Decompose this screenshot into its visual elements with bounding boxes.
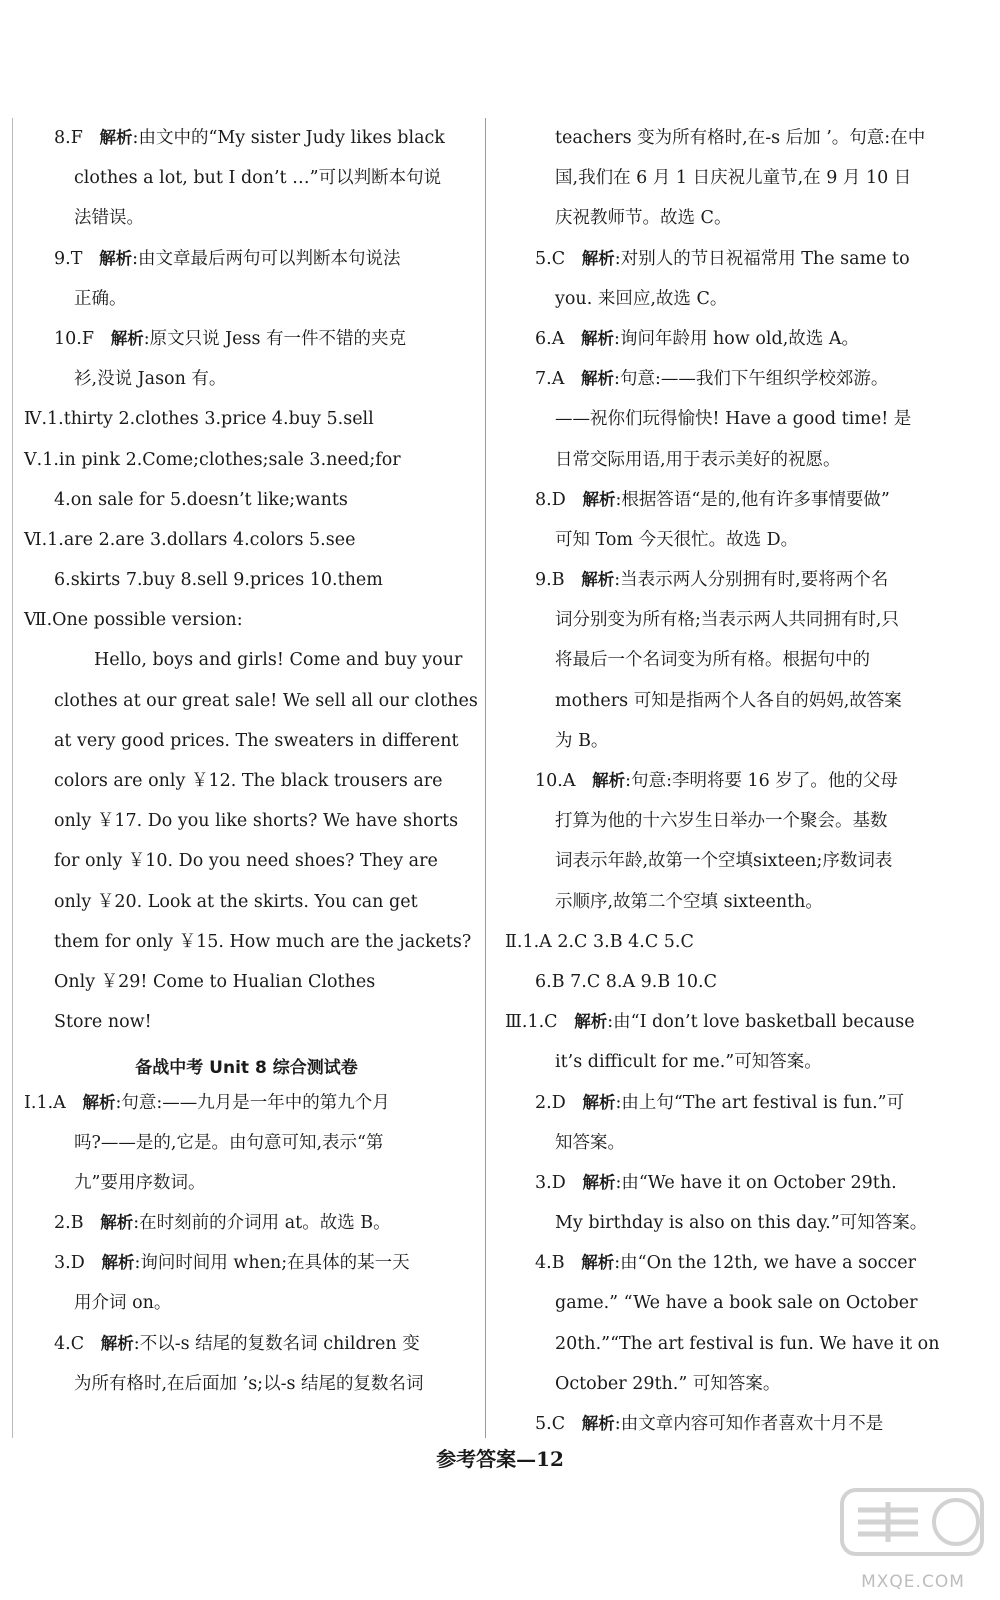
binding-edge-line — [12, 118, 13, 1438]
item-number: 2.B — [54, 1213, 84, 1234]
text-line: 国,我们在 6 月 1 日庆祝儿童节,在 9 月 10 日 — [555, 168, 912, 189]
analysis-text: :询问时间用 when;在具体的某一天 — [134, 1253, 410, 1274]
text-line: 4.on sale for 5.doesn’t like;wants — [54, 489, 348, 510]
item-number: 3.D — [54, 1253, 85, 1274]
item-number: 10.F — [54, 328, 94, 349]
text-line: only ￥20. Look at the skirts. You can get — [54, 891, 418, 912]
text-line: 6.B 7.C 8.A 9.B 10.C — [535, 971, 718, 992]
answer-item — [24, 1083, 469, 1123]
text-line: 为 B。 — [555, 730, 609, 751]
analysis-text: :句意:——九月是一年中的第九个月 — [115, 1092, 390, 1113]
item-number: 9.B — [535, 570, 565, 591]
text-line: Ⅶ.One possible version: — [24, 610, 243, 631]
answer-item — [505, 480, 925, 520]
text-line: 将最后一个名词变为所有格。根据句中的 — [555, 650, 870, 671]
analysis-label: 解析 — [100, 1333, 134, 1353]
text-line: only ￥17. Do you like shorts? We have shorts — [54, 811, 459, 832]
analysis-label: 解析 — [582, 1092, 616, 1112]
text-line: 庆祝教师节。故选 C。 — [555, 208, 732, 229]
item-number: 7.A — [535, 369, 565, 390]
answer-item — [505, 239, 925, 279]
item-number: 8.F — [54, 128, 83, 148]
item-number: 10.A — [535, 771, 576, 791]
analysis-label: 解析 — [101, 1253, 135, 1273]
text-line: 打算为他的十六岁生日举办一个聚会。基数 — [555, 811, 888, 832]
text-line: for only ￥10. Do you need shoes? They are — [54, 851, 438, 872]
answer-item — [24, 118, 469, 158]
text-line: 日常交际用语,用于表示美好的祝愿。 — [555, 449, 841, 470]
analysis-label: 解析 — [82, 1092, 116, 1112]
analysis-text: :对别人的节日祝福常用 The same to — [614, 248, 910, 269]
text-line: 用介词 on。 — [74, 1293, 172, 1314]
analysis-text: :由文章最后两句可以判断本句说法 — [132, 248, 401, 269]
text-line: at very good prices. The sweaters in different — [54, 730, 459, 751]
analysis-text: :原文只说 Jess 有一件不错的夹克 — [143, 328, 407, 349]
text-line: Ⅴ.1.in pink 2.Come;clothes;sale 3.need;for — [24, 449, 401, 470]
text-line: clothes at our great sale! We sell all our clothes — [54, 690, 478, 711]
answer-item — [505, 560, 925, 600]
item-number: 4.C — [54, 1333, 85, 1354]
item-number: Ⅲ.1.C — [505, 1012, 558, 1033]
analysis-text: :当表示两人分别拥有时,要将两个名 — [614, 570, 889, 591]
text-line: My birthday is also on this day.”可知答案。 — [555, 1213, 928, 1234]
text-line: it’s difficult for me.”可知答案。 — [555, 1052, 822, 1073]
analysis-text: :由“I don’t love basketball because — [607, 1012, 915, 1033]
text-line: 正确。 — [74, 288, 127, 309]
text-line: Only ￥29! Come to Hualian Clothes — [54, 971, 376, 992]
answer-item — [505, 359, 925, 399]
watermark-logo — [838, 1482, 988, 1592]
answer-item — [24, 319, 469, 359]
answer-item — [24, 239, 469, 279]
analysis-text: :由上句“The art festival is fun.”可 — [615, 1092, 905, 1113]
analysis-label: 解析 — [99, 128, 133, 147]
answer-item — [505, 319, 925, 359]
analysis-text: :句意:李明将要 16 岁了。他的父母 — [625, 771, 898, 791]
text-line: teachers 变为所有格时,在-s 后加 ’。句意:在中 — [555, 128, 926, 148]
text-line: you. 来回应,故选 C。 — [555, 288, 728, 309]
answer-item — [24, 1203, 469, 1243]
item-number: 5.C — [535, 248, 566, 269]
text-line: 20th.”“The art festival is fun. We have it on — [555, 1333, 940, 1354]
text-line: 吗?——是的,它是。由句意可知,表示“第 — [74, 1132, 384, 1153]
analysis-label: 解析 — [592, 771, 626, 790]
left-column — [24, 118, 478, 1404]
text-line: clothes a lot, but I don’t …”可以判断本句说 — [74, 168, 442, 189]
analysis-label: 解析 — [99, 248, 133, 268]
text-line: 可知 Tom 今天很忙。故选 D。 — [555, 529, 799, 550]
analysis-label: 解析 — [100, 1213, 134, 1233]
analysis-label: 解析 — [582, 1172, 616, 1192]
text-line: mothers 可知是指两个人各自的妈妈,故答案 — [555, 690, 902, 711]
answer-item — [505, 1404, 925, 1444]
text-line: 6.skirts 7.buy 8.sell 9.prices 10.them — [54, 570, 383, 591]
analysis-text: :由“We have it on October 29th. — [615, 1172, 897, 1193]
item-number: 9.T — [54, 248, 83, 269]
analysis-text: :根据答语“是的,他有许多事情要做” — [615, 489, 890, 510]
analysis-text: :由文中的“My sister Judy likes black — [132, 128, 445, 148]
text-line: 知答案。 — [555, 1132, 625, 1153]
text-line: October 29th.” 可知答案。 — [555, 1373, 781, 1394]
watermark-text: MXQE.COM — [861, 1572, 965, 1592]
analysis-text: :在时刻前的介词用 at。故选 B。 — [133, 1213, 391, 1234]
answer-item — [24, 1243, 469, 1283]
analysis-label: 解析 — [581, 369, 615, 389]
text-line: 法错误。 — [74, 208, 144, 229]
analysis-text: :询问年龄用 how old,故选 A。 — [614, 328, 859, 349]
answer-item — [505, 1243, 925, 1283]
text-line: game.” “We have a book sale on October — [555, 1293, 918, 1314]
watermark-logo-graphic — [838, 1482, 988, 1562]
text-line: them for only ￥15. How much are the jackets? — [54, 931, 472, 952]
text-line: 词表示年龄,故第一个空填sixteen;序数词表 — [555, 851, 893, 872]
answer-item — [24, 1324, 469, 1364]
analysis-label: 解析 — [581, 1414, 615, 1433]
answer-item — [505, 761, 925, 801]
answer-item — [505, 1163, 925, 1203]
item-number: 2.D — [535, 1092, 566, 1113]
item-number: 5.C — [535, 1414, 566, 1434]
text-line: 词分别变为所有格;当表示两人共同拥有时,只 — [555, 610, 899, 631]
analysis-text: :句意:——我们下午组织学校郊游。 — [614, 369, 889, 390]
text-line: Ⅱ.1.A 2.C 3.B 4.C 5.C — [505, 931, 694, 952]
text-line: Hello, boys and girls! Come and buy your — [94, 650, 463, 671]
text-line: Ⅵ.1.are 2.are 3.dollars 4.colors 5.see — [24, 529, 356, 550]
right-column — [505, 118, 940, 1444]
column-divider — [485, 118, 486, 1438]
analysis-text: :由“On the 12th, we have a soccer — [614, 1253, 916, 1274]
item-number: 4.B — [535, 1253, 565, 1274]
item-number: 6.A — [535, 328, 565, 349]
analysis-text: :由文章内容可知作者喜欢十月不是 — [614, 1414, 884, 1434]
text-line: 九”要用序数词。 — [74, 1172, 206, 1193]
text-line: 衫,没说 Jason 有。 — [74, 369, 227, 390]
text-line: Ⅳ.1.thirty 2.clothes 3.price 4.buy 5.sell — [24, 409, 374, 430]
analysis-label: 解析 — [110, 328, 144, 348]
analysis-label: 解析 — [581, 1253, 615, 1273]
analysis-text: :不以-s 结尾的复数名词 children 变 — [133, 1333, 420, 1354]
section-title: 备战中考 Unit 8 综合测试卷 — [135, 1058, 358, 1079]
analysis-label: 解析 — [581, 570, 615, 590]
item-number: 3.D — [535, 1172, 566, 1193]
answer-item — [505, 1002, 925, 1042]
analysis-label: 解析 — [574, 1012, 608, 1032]
answer-item — [505, 1083, 925, 1123]
item-number: 8.D — [535, 489, 566, 510]
text-line: 为所有格时,在后面加 ’s;以-s 结尾的复数名词 — [74, 1373, 424, 1394]
text-line: colors are only ￥12. The black trousers are — [54, 771, 443, 791]
text-line: 示顺序,故第二个空填 sixteenth。 — [555, 891, 823, 912]
page-footer: 参考答案—12 — [436, 1447, 564, 1471]
analysis-label: 解析 — [581, 248, 615, 268]
item-number: Ⅰ.1.A — [24, 1092, 66, 1113]
text-line: ——祝你们玩得愉快! Have a good time! 是 — [555, 409, 912, 430]
text-line: Store now! — [54, 1012, 152, 1033]
analysis-label: 解析 — [581, 328, 615, 348]
analysis-label: 解析 — [582, 489, 616, 509]
